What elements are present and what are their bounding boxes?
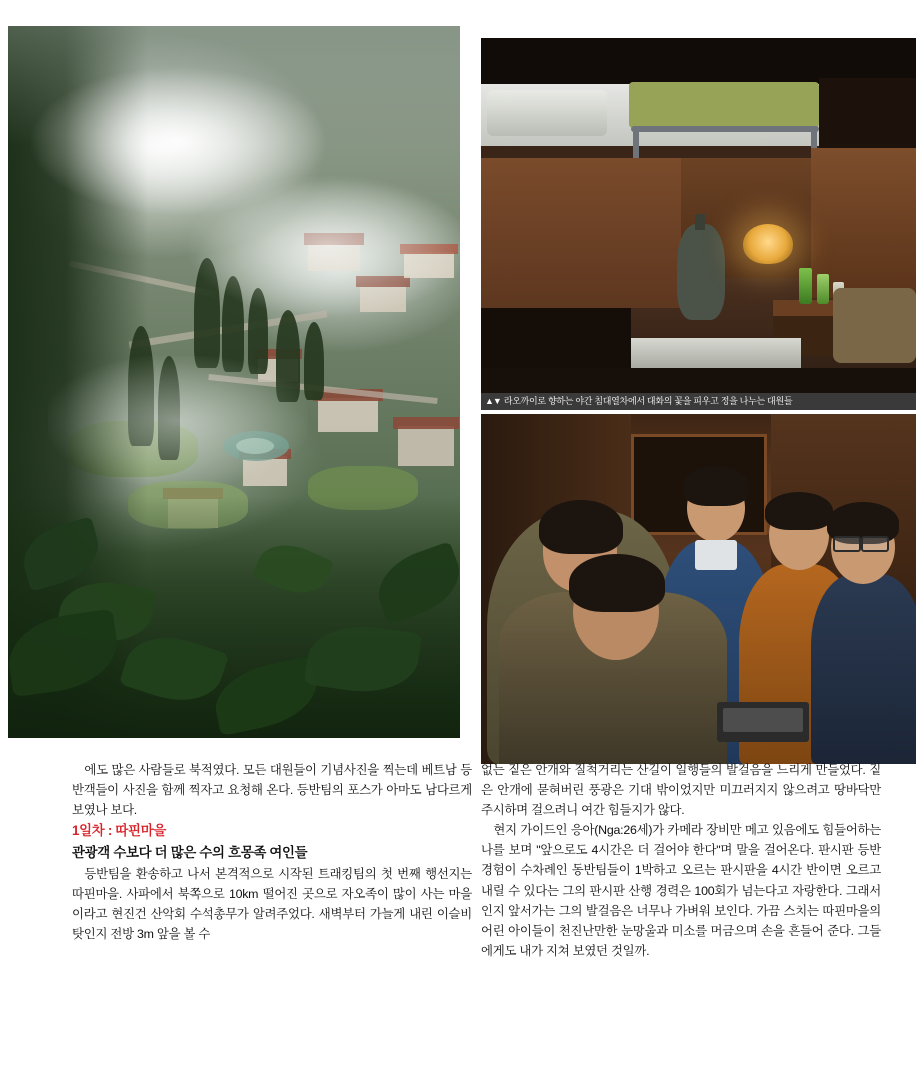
caption-arrows-icon: ▲▼ [485,396,501,406]
left-text-column [72,760,472,944]
sleeper-train-cabin-photo [481,38,916,393]
photo-caption [481,393,916,410]
right-text-column [481,760,881,961]
glasses-icon [833,536,861,552]
mountain-village-mist-photo [8,26,460,738]
glasses-icon [861,536,889,552]
group-talking-cabin-photo [481,414,916,764]
caption-text: 라오까이로 향하는 야간 침대열차에서 대화의 꽃을 피우고 정을 나누는 대원들 [503,396,793,406]
left-paragraph-1: 에도 많은 사람들로 북적였다. 모든 대원들이 기념사진을 찍는데 베트남 등반객들이 사진을 함께 찍자고 요청해 온다. 등반팀의 포스가 아마도 남다르게 보였나 보다. [72,763,472,818]
right-paragraph-1: 없는 짙은 안개와 질척거리는 산길이 일행들의 발걸음을 느리게 만들었다. 짙은 안개에 묻혀버린 풍광은 기대 밖이었지만 미끄러지지 않으려고 땅바닥만 주시하며 걸으려니 여간 힘들지가 않다. [481,763,881,818]
section-subhead-red: 1일차 : 따핀마을 [72,823,166,839]
section-subhead-black: 관광객 수보다 더 많은 수의 흐몽족 여인들 [72,844,308,860]
article-text [0,760,924,1080]
photo-band [0,26,924,738]
right-paragraph-2: 현지 가이드인 응아(Nga:26세)가 카메라 장비만 메고 있음에도 힘들어하는 나를 보며 "앞으로도 4시간은 더 걸어야 한다"며 말을 걸어온다. 판시판 등반 경험이 수차례인 동반팀들이 1박하고 오르는 판시판을 4시간 반이면 오르고 내릴 수 있다는 그의 판시판 산행 경력은 100회가 넘는다고 자랑한다. 그래서인지 앞서가는 그의 발걸음은 너무나 가벼워 보인다. 가끔 스치는 따핀마을의 어린 아이들이 천진난만한 눈망울과 미소를 머금으며 손을 흔들어 준다. 그들에게도 내가 지쳐 보였던 것일까. [481,823,881,958]
left-paragraph-2: 등반팀을 환송하고 나서 본격적으로 시작된 트래킹팀의 첫 번째 행선지는 따핀마을. 사파에서 북쪽으로 10km 떨어진 곳으로 자오족이 많이 사는 마을이라고 현진건 산악회 수석총무가 알려주었다. 새벽부터 가늘게 내린 이슬비 탓인지 전방 3m 앞을 볼 수 [72,866,472,941]
